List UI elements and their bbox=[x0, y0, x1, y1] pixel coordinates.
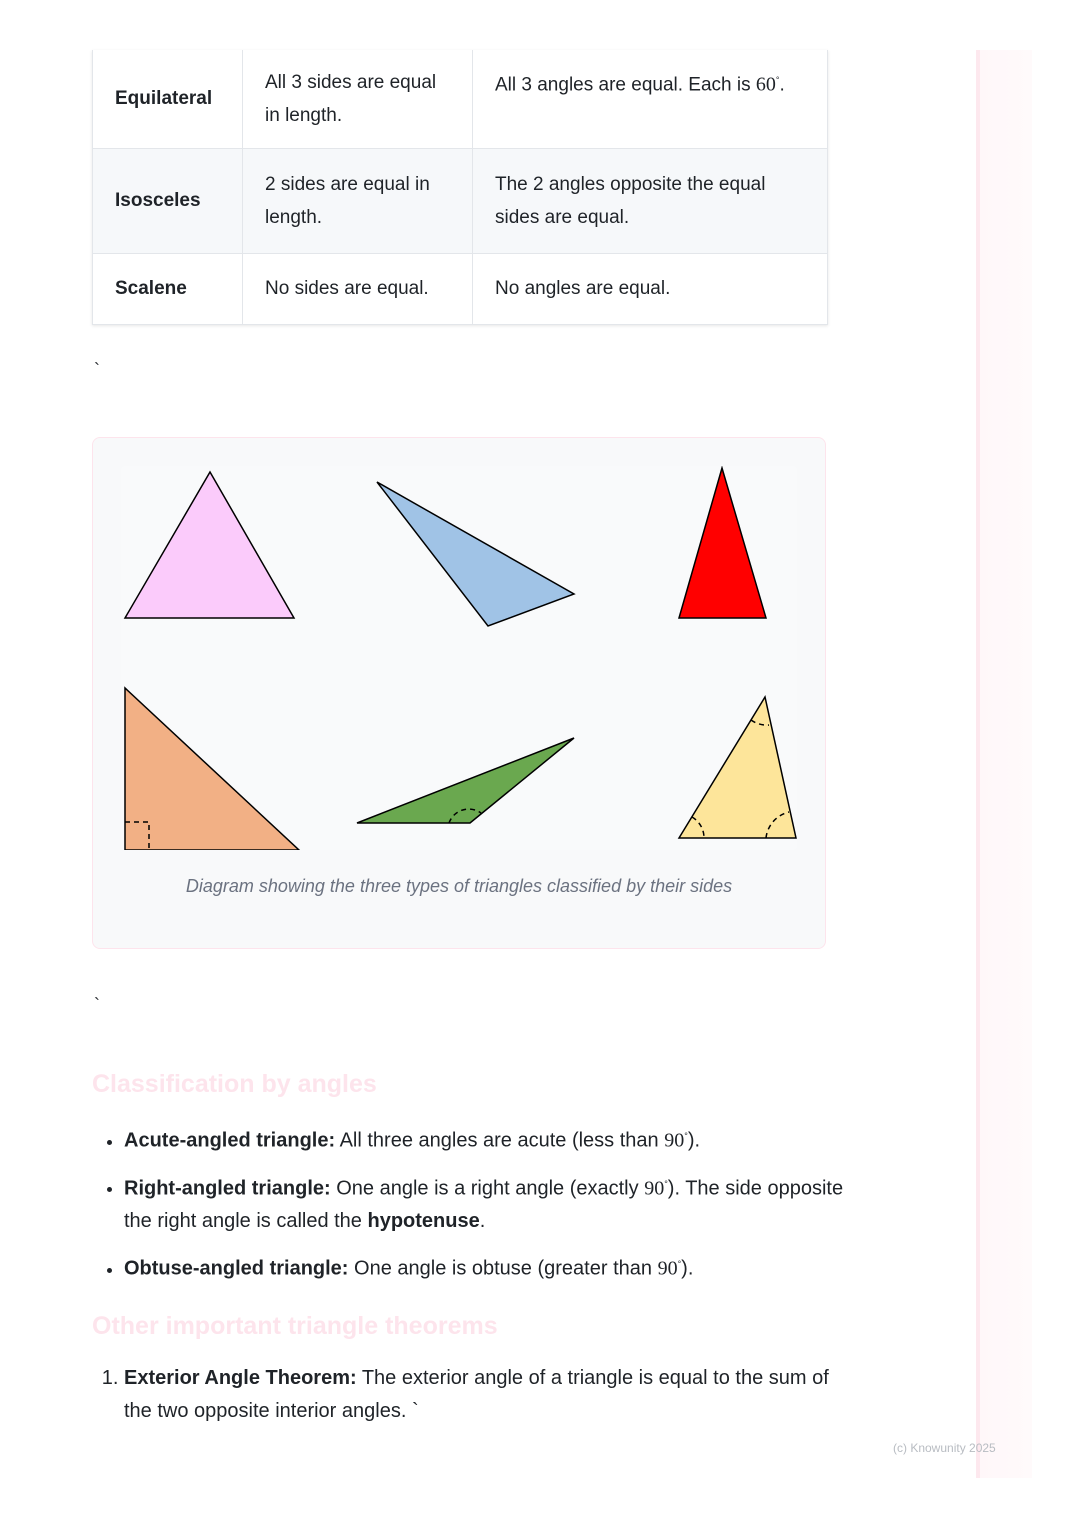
figure-caption: Diagram showing the three types of triangles classified by their sides bbox=[185, 876, 733, 896]
triangle-figure bbox=[92, 437, 826, 949]
triangles-diagram bbox=[121, 466, 797, 850]
theorem-list bbox=[92, 1362, 844, 1428]
triangle-types-table bbox=[92, 50, 828, 325]
list-item: • Obtuse-angled triangle: One angle is obtuse (greater than 90°). bbox=[124, 1248, 844, 1286]
stray-mark: ` bbox=[94, 360, 100, 380]
table-row bbox=[93, 148, 827, 253]
section-heading-angles: Classification by angles bbox=[92, 1070, 377, 1098]
degree-symbol: ° bbox=[775, 75, 780, 85]
table-row bbox=[93, 253, 827, 324]
list-item: • Right-angled triangle: One angle is a right angle (exactly 90°). The side opposite the right angle is called the hypotenuse. bbox=[124, 1168, 844, 1239]
math-value: 60 bbox=[755, 73, 776, 96]
side-decoration-bar bbox=[976, 50, 1032, 1478]
table-cell-name: Isosceles bbox=[93, 148, 243, 253]
table-cell-sides: No sides are equal. bbox=[243, 253, 473, 324]
table-cell-angles: All 3 angles are equal. Each is 60°. bbox=[473, 50, 828, 148]
angle-classification-list bbox=[92, 1120, 844, 1296]
table-cell-sides: 2 sides are equal in length. bbox=[243, 148, 473, 253]
degree-symbol: ° bbox=[677, 1259, 682, 1270]
table-row bbox=[93, 50, 827, 148]
table-cell-sides: All 3 sides are equal in length. bbox=[243, 50, 473, 148]
table-cell-name: Scalene bbox=[93, 253, 243, 324]
degree-symbol: ° bbox=[684, 1131, 688, 1141]
stray-mark: ` bbox=[94, 995, 100, 1015]
degree-symbol: ° bbox=[664, 1178, 668, 1189]
table-cell-angles: The 2 angles opposite the equal sides are equal. bbox=[473, 148, 828, 253]
table-cell-angles: No angles are equal. bbox=[495, 278, 671, 300]
list-item: • Acute-angled triangle: All three angles are acute (less than 90°). bbox=[124, 1120, 844, 1158]
list-item: 1. Exterior Angle Theorem: The exterior angle of a triangle is equal to the sum of the two opposite interior angles. ` bbox=[124, 1362, 844, 1428]
footer-copyright: (c) Knowunity 2025 bbox=[893, 1441, 996, 1455]
table-cell-name: Equilateral bbox=[93, 50, 243, 148]
section-heading-theorems: Other important triangle theorems bbox=[92, 1312, 498, 1340]
